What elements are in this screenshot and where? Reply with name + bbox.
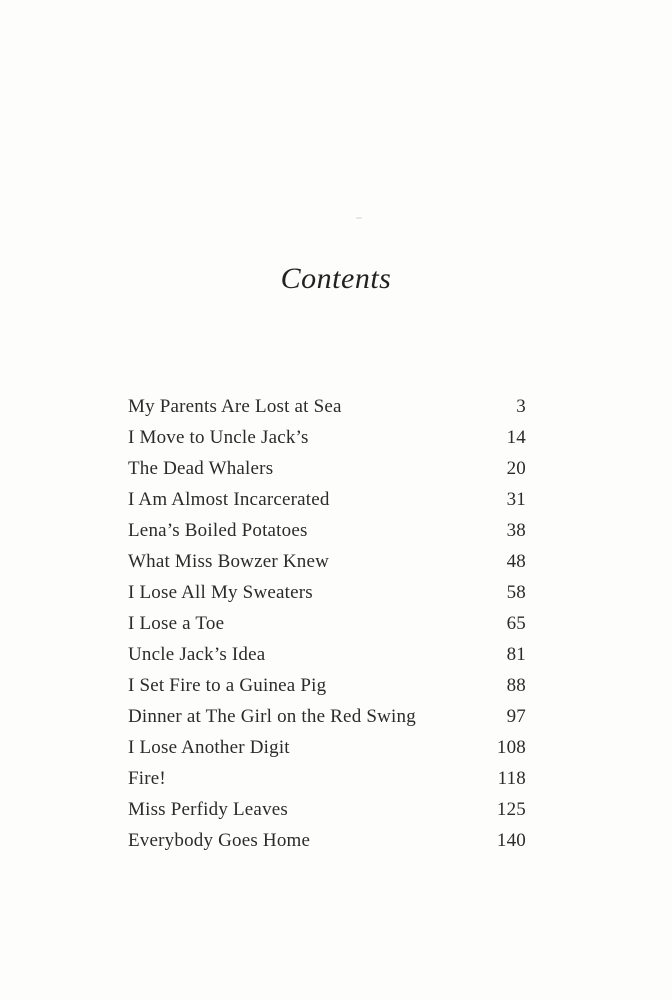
toc-entry-page: 14	[506, 427, 526, 448]
toc-entry-title: I Am Almost Incarcerated	[128, 489, 330, 510]
toc-entry-page: 140	[496, 830, 526, 851]
toc-entry	[128, 675, 526, 706]
toc-entry-title: Miss Perfidy Leaves	[128, 799, 288, 820]
toc-entry-page: 125	[496, 799, 526, 820]
toc-entry-title: I Lose Another Digit	[128, 737, 290, 758]
toc-entry	[128, 551, 526, 582]
toc-entry	[128, 644, 526, 675]
toc-entry	[128, 799, 526, 830]
toc-entry-page: 38	[506, 520, 526, 541]
toc-entry-page: 108	[496, 737, 526, 758]
paper-speck	[356, 217, 362, 219]
toc-entry	[128, 520, 526, 551]
toc-entry	[128, 706, 526, 737]
toc-entry-page: 118	[497, 768, 526, 789]
toc-entry-title: The Dead Whalers	[128, 458, 274, 479]
toc-entry	[128, 768, 526, 799]
toc-entry	[128, 489, 526, 520]
toc-entry-title: Fire!	[128, 768, 166, 789]
toc-entry-page: 20	[506, 458, 526, 479]
toc-entry	[128, 582, 526, 613]
toc-entry-title: Uncle Jack’s Idea	[128, 644, 266, 665]
toc-entry-title: I Lose a Toe	[128, 613, 225, 634]
toc-entry	[128, 427, 526, 458]
page-title: Contents	[280, 262, 392, 295]
toc-entry-title: My Parents Are Lost at Sea	[128, 396, 342, 417]
toc-entry-title: What Miss Bowzer Knew	[128, 551, 330, 572]
toc-entry-page: 3	[516, 396, 526, 417]
toc-entry-page: 88	[506, 675, 526, 696]
toc-entry	[128, 830, 526, 861]
toc-entry-title: I Move to Uncle Jack’s	[128, 427, 309, 448]
toc-entry-page: 48	[506, 551, 526, 572]
toc-entry-title: I Lose All My Sweaters	[128, 582, 313, 603]
toc-entry-page: 97	[506, 706, 526, 727]
table-of-contents	[128, 396, 526, 861]
toc-entry-title: I Set Fire to a Guinea Pig	[128, 675, 327, 696]
toc-entry-title: Lena’s Boiled Potatoes	[128, 520, 308, 541]
toc-entry-title: Dinner at The Girl on the Red Swing	[128, 706, 416, 727]
toc-entry-page: 31	[506, 489, 526, 510]
toc-entry-page: 81	[506, 644, 526, 665]
toc-entry	[128, 737, 526, 768]
toc-entry-page: 65	[506, 613, 526, 634]
toc-entry-title: Everybody Goes Home	[128, 830, 311, 851]
toc-entry	[128, 613, 526, 644]
toc-entry	[128, 396, 526, 427]
toc-entry-page: 58	[506, 582, 526, 603]
toc-entry	[128, 458, 526, 489]
